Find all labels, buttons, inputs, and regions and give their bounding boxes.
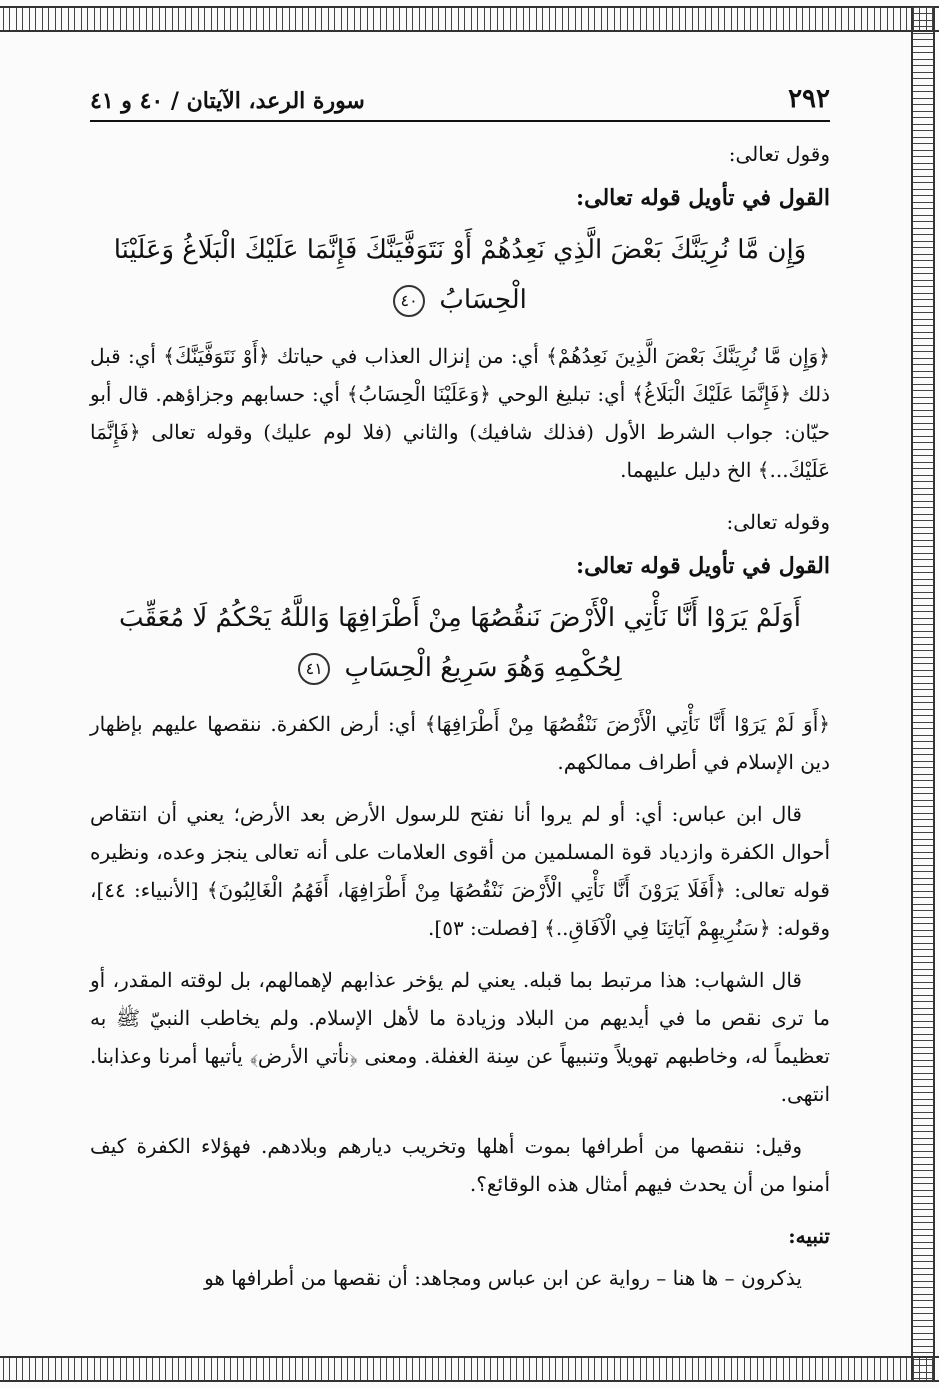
commentary-paragraph-4: قال الشهاب: هذا مرتبط بما قبله. يعني لم يؤخر عذابهم لإهمالهم، بل لوقته المقدر، أو ما ترى نقص ما في أيديهم من البلاد وزيادة ما لأهل الإسلام. ولم يخاطب النبيّ ﷺ به تعظيماً له، وخاطبهم تهويلاً وتنبيهاً عن سِنة الغفلة. ومعنى ﴿نأتي الأرض﴾ يأتيها أمرنا وعذابنا. انتهى. <box>90 968 831 1106</box>
commentary-paragraph-2: ﴿أَوَ لَمْ يَرَوْا أَنَّا نَأْتِي الْأَرْضَ نَنْقُصُهَا مِنْ أَطْرَافِهَا﴾ أي: أرض الكفرة. ننقصها عليهم بإظهار دين الإسلام في أطراف ممالكهم. <box>90 712 830 774</box>
intro-line-2: وقوله تعالى: <box>726 510 830 534</box>
commentary-paragraph-6: يذكرون – ها هنا – رواية عن ابن عباس ومجاهد: أن نقصها من أطرافها هو <box>204 1266 802 1290</box>
commentary-paragraph-3: قال ابن عباس: أي: أو لم يروا أنا نفتح للرسول الأرض بعد الأرض؛ يعني أن انتقاص أحوال الكفرة وازدياد قوة المسلمين من أقوى العلامات على أنه تعالى ينجز وعده، ونظيره قوله تعالى: ﴿أَفَلَا يَرَوْنَ أَنَّا نَأْتِي الْأَرْضَ نَنْقُصُهَا مِنْ أَطْرَافِهَا، أَفَهُمُ الْغَالِبُونَ﴾ [الأنبياء: ٤٤]، وقوله: ﴿سَنُرِيهِمْ آيَاتِنَا فِي الْآفَاقِ..﴾ [فصلت: ٥٣]. <box>90 802 830 940</box>
verse-text-40: وَإِن مَّا نُرِيَنَّكَ بَعْضَ الَّذِي نَعِدُهُمْ أَوْ نَتَوَفَّيَنَّكَ فَإِنَّمَا عَلَيْكَ الْبَلَاغُ وَعَلَيْنَا الْحِسَابُ <box>113 235 807 315</box>
section-heading-2: القول في تأويل قوله تعالى: <box>576 553 830 579</box>
decorative-border-right <box>911 6 935 1382</box>
ayah-number-marker-41: ٤١ <box>298 653 330 685</box>
intro-line-1: وقول تعالى: <box>728 142 830 166</box>
quran-verse-40 <box>90 225 830 325</box>
page-header <box>90 74 830 122</box>
decorative-border-bottom <box>0 1356 939 1382</box>
decorative-border-top <box>0 6 939 32</box>
running-title: سورة الرعد، الآيتان / ٤٠ و ٤١ <box>90 88 365 114</box>
section-heading-1: القول في تأويل قوله تعالى: <box>576 185 830 211</box>
verse-text-41: أَوَلَمْ يَرَوْا أَنَّا نَأْتِي الْأَرْضَ نَنقُصُهَا مِنْ أَطْرَافِهَا وَاللَّهُ يَحْكُمُ لَا مُعَقِّبَ لِحُكْمِهِ وَهُوَ سَرِيعُ الْحِسَابِ <box>119 603 801 683</box>
page-body <box>90 135 830 1311</box>
page-number: ٢٩٢ <box>788 84 830 114</box>
commentary-paragraph-1: ﴿وَإِن مَّا نُرِيَنَّكَ بَعْضَ الَّذِينَ نَعِدُهُمْ﴾ أي: من إنزال العذاب في حياتك ﴿أَوْ نَتَوَفَّيَنَّكَ﴾ أي: قبل ذلك ﴿فَإِنَّمَا عَلَيْكَ الْبَلَاغُ﴾ أي: تبليغ الوحي ﴿وَعَلَيْنَا الْحِسَابُ﴾ أي: حسابهم وجزاؤهم. قال أبو حيّان: جواب الشرط الأول (فذلك شافيك) والثاني (فلا لوم عليك) وقوله تعالى ﴿فَإِنَّمَا عَلَيْكَ...﴾ الخ دليل عليهما. <box>90 344 830 482</box>
note-heading: تنبيه: <box>788 1224 830 1248</box>
ayah-number-marker-40: ٤٠ <box>393 285 425 317</box>
commentary-paragraph-5: وقيل: ننقصها من أطرافها بموت أهلها وتخريب ديارهم وبلادهم. فهؤلاء الكفرة كيف أمنوا من أن يحدث فيهم أمثال هذه الوقائع؟. <box>90 1134 830 1196</box>
quran-verse-41 <box>90 593 830 693</box>
